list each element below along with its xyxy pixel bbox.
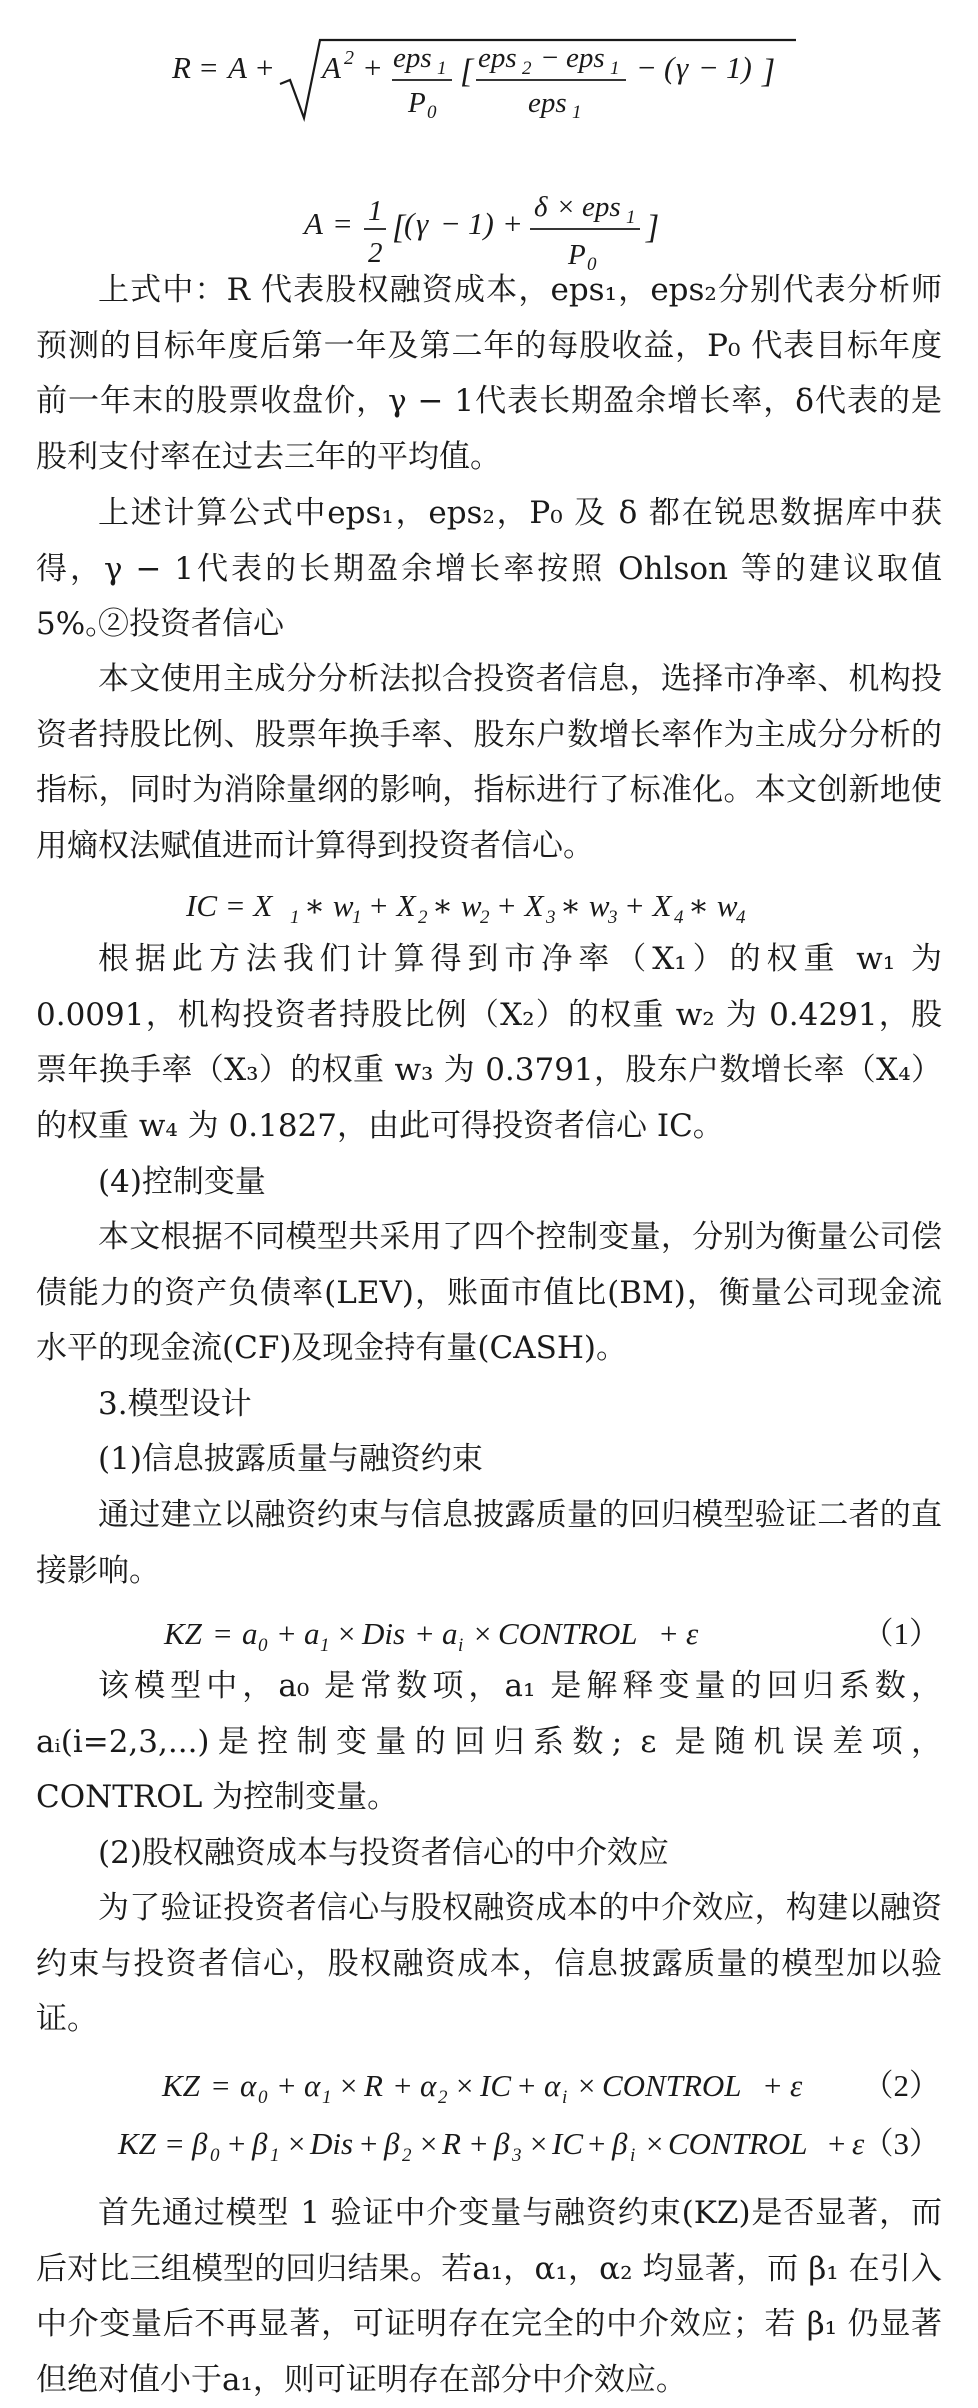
svg-text:1: 1: [368, 195, 383, 227]
svg-text:KZ: KZ: [162, 2068, 200, 2103]
svg-text:eps: eps: [582, 191, 621, 223]
paragraph-data-source: 上述计算公式中eps₁，eps₂，P₀ 及 δ 都在锐思数据库中获得，γ − 1代表的长期盈余增长率按照 Ohlson 等的建议取值 5%。: [36, 495, 942, 642]
svg-text:+: +: [502, 206, 523, 241]
svg-text:β: β: [192, 2126, 208, 2161]
heading-investor-confidence: ②投资者信心: [98, 606, 284, 642]
svg-text:R: R: [172, 50, 191, 85]
svg-text:a: a: [442, 1616, 458, 1651]
svg-text:×: ×: [336, 1616, 357, 1651]
svg-text:KZ: KZ: [164, 1616, 202, 1651]
svg-text:∗ w: ∗ w: [304, 888, 354, 923]
svg-text:+ X: + X: [368, 888, 416, 923]
svg-text:2: 2: [480, 907, 490, 928]
svg-text:+: +: [414, 1616, 435, 1651]
svg-text:=: =: [164, 2126, 185, 2161]
svg-text:ε: ε: [852, 2126, 865, 2161]
svg-text:P: P: [408, 87, 426, 119]
svg-text:1: 1: [320, 1635, 330, 1656]
formula-ic: [0, 882, 978, 930]
formula-model-3-graphic: [0, 2120, 978, 2168]
paragraph-mediation-intro: 为了验证投资者信心与股权融资成本的中介效应，构建以融资约束与投资者信心，股权融资成本，信息披露质量的模型加以验证。: [36, 1890, 942, 2037]
formula-model-1: [0, 1610, 978, 1658]
svg-text:[: [: [392, 209, 406, 246]
svg-text:β: β: [384, 2126, 400, 2161]
svg-text:CONTROL: CONTROL: [668, 2126, 808, 2161]
svg-text:+: +: [226, 2126, 247, 2161]
svg-text:+: +: [276, 1616, 297, 1651]
svg-text:+ X: + X: [624, 888, 672, 923]
svg-text:CONTROL: CONTROL: [498, 1616, 638, 1651]
svg-text:β: β: [612, 2126, 628, 2161]
svg-text:∗ w: ∗ w: [432, 888, 482, 923]
svg-text:γ: γ: [416, 206, 429, 241]
svg-text:1: 1: [322, 2087, 332, 2108]
svg-text:α: α: [420, 2068, 437, 2103]
svg-text:IC = X: IC = X: [186, 888, 273, 923]
svg-text:×: ×: [472, 1616, 493, 1651]
svg-text:R: R: [364, 2068, 383, 2103]
svg-text:α: α: [240, 2068, 257, 2103]
svg-text:+: +: [254, 50, 275, 85]
svg-text:3: 3: [608, 907, 618, 928]
equation-number-2: （2）: [862, 2068, 940, 2103]
svg-text:CONTROL: CONTROL: [602, 2068, 742, 2103]
svg-text:0: 0: [258, 2087, 268, 2108]
svg-text:×: ×: [418, 2126, 439, 2161]
svg-text:[: [: [460, 53, 474, 90]
svg-text:eps: eps: [478, 42, 517, 74]
svg-text:eps: eps: [566, 42, 605, 74]
svg-text:+: +: [362, 50, 383, 85]
formula-r-graphic: [0, 10, 978, 123]
svg-text:−: −: [540, 42, 560, 74]
svg-text:2: 2: [418, 907, 428, 928]
svg-text:3: 3: [546, 907, 556, 928]
svg-text:i: i: [630, 2145, 636, 2166]
svg-text:−: −: [636, 50, 657, 85]
svg-text:α: α: [544, 2068, 561, 2103]
formula-model-1-graphic: [0, 1610, 978, 1658]
svg-text:+: +: [276, 2068, 297, 2103]
svg-text:+: +: [468, 2126, 489, 2161]
svg-text:β: β: [252, 2126, 268, 2161]
svg-text:+ X: + X: [496, 888, 544, 923]
svg-text:0: 0: [210, 2145, 220, 2166]
svg-text:0: 0: [587, 254, 597, 275]
svg-text:δ: δ: [534, 191, 548, 223]
svg-text:4: 4: [736, 907, 746, 928]
formula-model-3: [0, 2120, 978, 2168]
svg-text:A: A: [228, 50, 247, 85]
svg-text:ε: ε: [790, 2068, 803, 2103]
svg-text:+: +: [658, 1616, 679, 1651]
svg-text:1): 1): [468, 206, 494, 241]
paragraph-pca-method: 本文使用主成分分析法拟合投资者信息，选择市净率、机构投资者持股比例、股票年换手率、股东户数增长率作为主成分分析的指标，同时为消除量纲的影响，指标进行了标准化。本文创新地使用熵权法赋值进而计算得到投资者信心。: [36, 661, 942, 864]
paragraph-model-1-explanation: 该模型中，a₀ 是常数项，a₁ 是解释变量的回归系数，aᵢ(i=2,3,...)是控制变量的回归系数; ε 是随机误差项，CONTROL 为控制变量。: [36, 1668, 942, 1815]
svg-text:3: 3: [512, 2145, 522, 2166]
svg-text:×: ×: [528, 2126, 549, 2161]
svg-text:×: ×: [338, 2068, 359, 2103]
svg-text:KZ: KZ: [118, 2126, 156, 2161]
paragraph-regression-intro: 通过建立以融资约束与信息披露质量的回归模型验证二者的直接影响。: [36, 1497, 942, 1589]
heading-disclosure-constraint: (1)信息披露质量与融资约束: [98, 1441, 483, 1477]
svg-text:eps: eps: [393, 42, 432, 74]
svg-text:1: 1: [437, 58, 447, 79]
svg-text:IC: IC: [552, 2126, 583, 2161]
svg-text:2: 2: [402, 2145, 412, 2166]
svg-text:1: 1: [352, 907, 362, 928]
svg-text:1): 1): [726, 50, 752, 85]
svg-text:2: 2: [438, 2087, 448, 2108]
svg-text:=: =: [212, 1616, 233, 1651]
svg-text:+: +: [826, 2126, 847, 2161]
svg-text:−: −: [698, 50, 719, 85]
svg-text:−: −: [440, 206, 461, 241]
svg-text:IC: IC: [480, 2068, 511, 2103]
svg-text:×: ×: [644, 2126, 665, 2161]
svg-text:=: =: [198, 50, 219, 85]
svg-text:=: =: [210, 2068, 231, 2103]
svg-text:1: 1: [626, 207, 636, 228]
heading-mediation-effect: (2)股权融资成本与投资者信心的中介效应: [98, 1835, 669, 1871]
svg-text:A: A: [322, 50, 341, 85]
equation-number-3: （3）: [862, 2126, 940, 2161]
svg-text:R: R: [442, 2126, 461, 2161]
svg-text:+: +: [762, 2068, 783, 2103]
svg-text:1: 1: [572, 102, 582, 123]
svg-text:+: +: [516, 2068, 537, 2103]
paragraph-weights: 根据此方法我们计算得到市净率（X₁）的权重 w₁ 为 0.0091，机构投资者持股比例（X₂）的权重 w₂ 为 0.4291，股票年换手率（X₃）的权重 w₃ 为 0.3791，股东户数增长率（X₄）的权重 w₄ 为 0.1827，由此可得投资者信心 IC。: [36, 941, 942, 1144]
svg-text:Dis: Dis: [362, 1616, 406, 1651]
svg-text:2: 2: [368, 237, 383, 269]
svg-text:∗ w: ∗ w: [560, 888, 610, 923]
svg-text:A: A: [304, 206, 323, 241]
paragraph-mediation-test: 首先通过模型 1 验证中介变量与融资约束(KZ)是否显著，而后对比三组模型的回归结果。若a₁，α₁，α₂ 均显著，而 β₁ 在引入中介变量后不再显著，可证明存在完全的中介效应；若 β₁ 仍显著但绝对值小于a₁，则可证明存在部分中介效应。: [36, 2195, 942, 2398]
svg-text:a: a: [304, 1616, 320, 1651]
svg-text:i: i: [458, 1635, 464, 1656]
svg-text:1: 1: [270, 2145, 280, 2166]
svg-text:]: ]: [762, 53, 776, 90]
equation-number-1: （1）: [862, 1616, 940, 1651]
svg-text:=: =: [332, 206, 353, 241]
svg-text:α: α: [304, 2068, 321, 2103]
svg-text:(: (: [404, 206, 415, 241]
formula-model-2-graphic: [0, 2062, 978, 2110]
formula-model-2: [0, 2062, 978, 2110]
svg-text:+: +: [358, 2126, 379, 2161]
svg-text:2: 2: [344, 47, 354, 69]
svg-text:4: 4: [674, 907, 684, 928]
svg-text:Dis: Dis: [310, 2126, 354, 2161]
formula-ic-graphic: [0, 882, 978, 930]
svg-text:+: +: [392, 2068, 413, 2103]
svg-text:eps: eps: [528, 87, 567, 119]
paragraph-control-variables: 本文根据不同模型共采用了四个控制变量，分别为衡量公司偿债能力的资产负债率(LEV)，账面市值比(BM)，衡量公司现金流水平的现金流(CF)及现金持有量(CASH)。: [36, 1219, 942, 1366]
svg-text:×: ×: [556, 191, 576, 223]
svg-text:]: ]: [646, 209, 660, 246]
svg-text:×: ×: [576, 2068, 597, 2103]
heading-model-design: 3.模型设计: [98, 1386, 252, 1422]
svg-text:γ: γ: [676, 50, 689, 85]
svg-text:1: 1: [610, 58, 620, 79]
svg-text:0: 0: [427, 102, 437, 123]
svg-text:∗ w: ∗ w: [688, 888, 738, 923]
svg-text:β: β: [494, 2126, 510, 2161]
svg-text:ε: ε: [686, 1616, 699, 1651]
svg-text:+: +: [586, 2126, 607, 2161]
svg-text:i: i: [562, 2087, 568, 2108]
svg-text:×: ×: [454, 2068, 475, 2103]
svg-text:a: a: [242, 1616, 258, 1651]
formula-r: [0, 10, 978, 123]
svg-text:×: ×: [286, 2126, 307, 2161]
svg-text:0: 0: [258, 1635, 268, 1656]
svg-text:(: (: [664, 50, 675, 85]
svg-text:P: P: [568, 239, 586, 271]
paragraph-cost-definition: 上式中：R 代表股权融资成本，eps₁，eps₂分别代表分析师预测的目标年度后第一年及第二年的每股收益，P₀ 代表目标年度前一年末的股票收盘价，γ − 1代表长期盈余增长率，δ代表的是股利支付率在过去三年的平均值。: [36, 272, 942, 475]
heading-control-variables: (4)控制变量: [98, 1164, 266, 1200]
svg-text:1: 1: [290, 907, 300, 928]
svg-text:2: 2: [522, 58, 532, 79]
